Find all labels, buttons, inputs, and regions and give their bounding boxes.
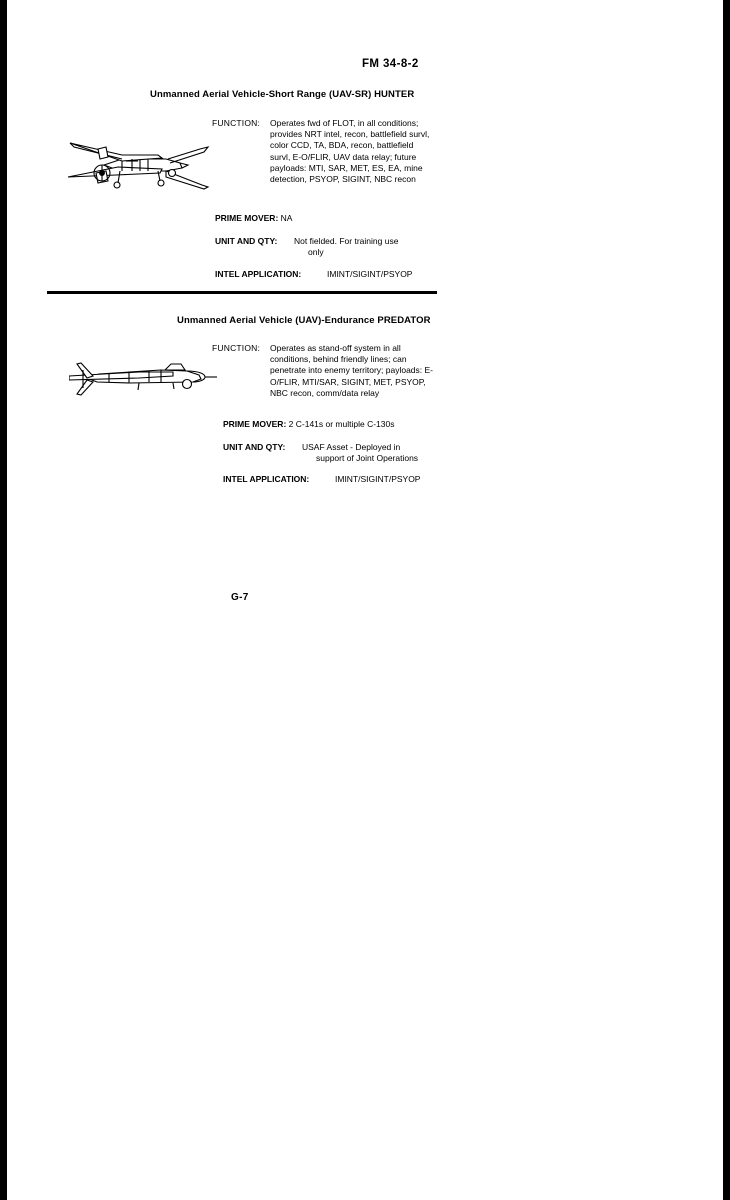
page-number: G-7 bbox=[231, 592, 249, 603]
intel-application-label-hunter: INTEL APPLICATION: bbox=[215, 269, 302, 279]
intel-application-value-hunter: IMINT/SIGINT/PSYOP bbox=[327, 269, 413, 279]
entry-title-hunter: Unmanned Aerial Vehicle-Short Range (UAV-SR) HUNTER bbox=[150, 89, 415, 100]
uav-endurance-predator-line-drawing bbox=[69, 350, 224, 410]
uav-sr-hunter-line-drawing bbox=[62, 125, 212, 210]
prime-mover-label-hunter: PRIME MOVER: bbox=[215, 213, 279, 223]
prime-mover-label-predator: PRIME MOVER: bbox=[223, 419, 287, 429]
prime-mover-value-hunter: NA bbox=[280, 213, 293, 223]
unit-qty-label-hunter: UNIT AND QTY: bbox=[215, 236, 278, 246]
entry-title-predator: Unmanned Aerial Vehicle (UAV)-Endurance PREDATOR bbox=[177, 315, 431, 326]
unit-qty-label-predator: UNIT AND QTY: bbox=[223, 442, 286, 452]
unit-qty-line-2: only bbox=[308, 247, 324, 258]
prime-mover-value-predator: 2 C-141s or multiple C-130s bbox=[288, 419, 395, 429]
unit-qty-line-1: USAF Asset - Deployed in bbox=[302, 442, 401, 452]
unit-qty-line-2: support of Joint Operations bbox=[316, 453, 419, 464]
prime-mover-predator bbox=[223, 419, 394, 429]
page-edge-bar-right bbox=[723, 0, 730, 1200]
prime-mover-hunter bbox=[215, 213, 292, 223]
function-text-hunter: Operates fwd of FLOT, in all conditions; provides NRT intel, recon, battlefield survl, color CCD, TA, BDA, recon, battlefield survl, E-O/FLIR, UAV data relay; future payloads: MTI, SAR, MET, ES, EA, mine detection, PSYOP, SIGINT, NBC recon bbox=[270, 118, 430, 185]
function-label-predator: FUNCTION: bbox=[212, 343, 261, 353]
page-edge-bar-left bbox=[0, 0, 7, 1200]
function-label-hunter: FUNCTION: bbox=[212, 118, 261, 128]
page-content bbox=[7, 0, 723, 1200]
function-text-predator: Operates as stand-off system in all conditions, behind friendly lines; can penetrate into enemy territory; payloads: E-O/FLIR, MTI/SAR, SIGINT, MET, PSYOP, NBC recon, comm/data relay bbox=[270, 343, 433, 398]
document-header: FM 34-8-2 bbox=[362, 58, 419, 70]
intel-application-value-predator: IMINT/SIGINT/PSYOP bbox=[335, 474, 421, 484]
unit-qty-value-hunter bbox=[294, 236, 439, 258]
intel-application-label-predator: INTEL APPLICATION: bbox=[223, 474, 310, 484]
unit-qty-line-1: Not fielded. For training use bbox=[294, 236, 399, 246]
unit-qty-value-predator bbox=[302, 442, 447, 464]
section-divider bbox=[47, 291, 437, 294]
